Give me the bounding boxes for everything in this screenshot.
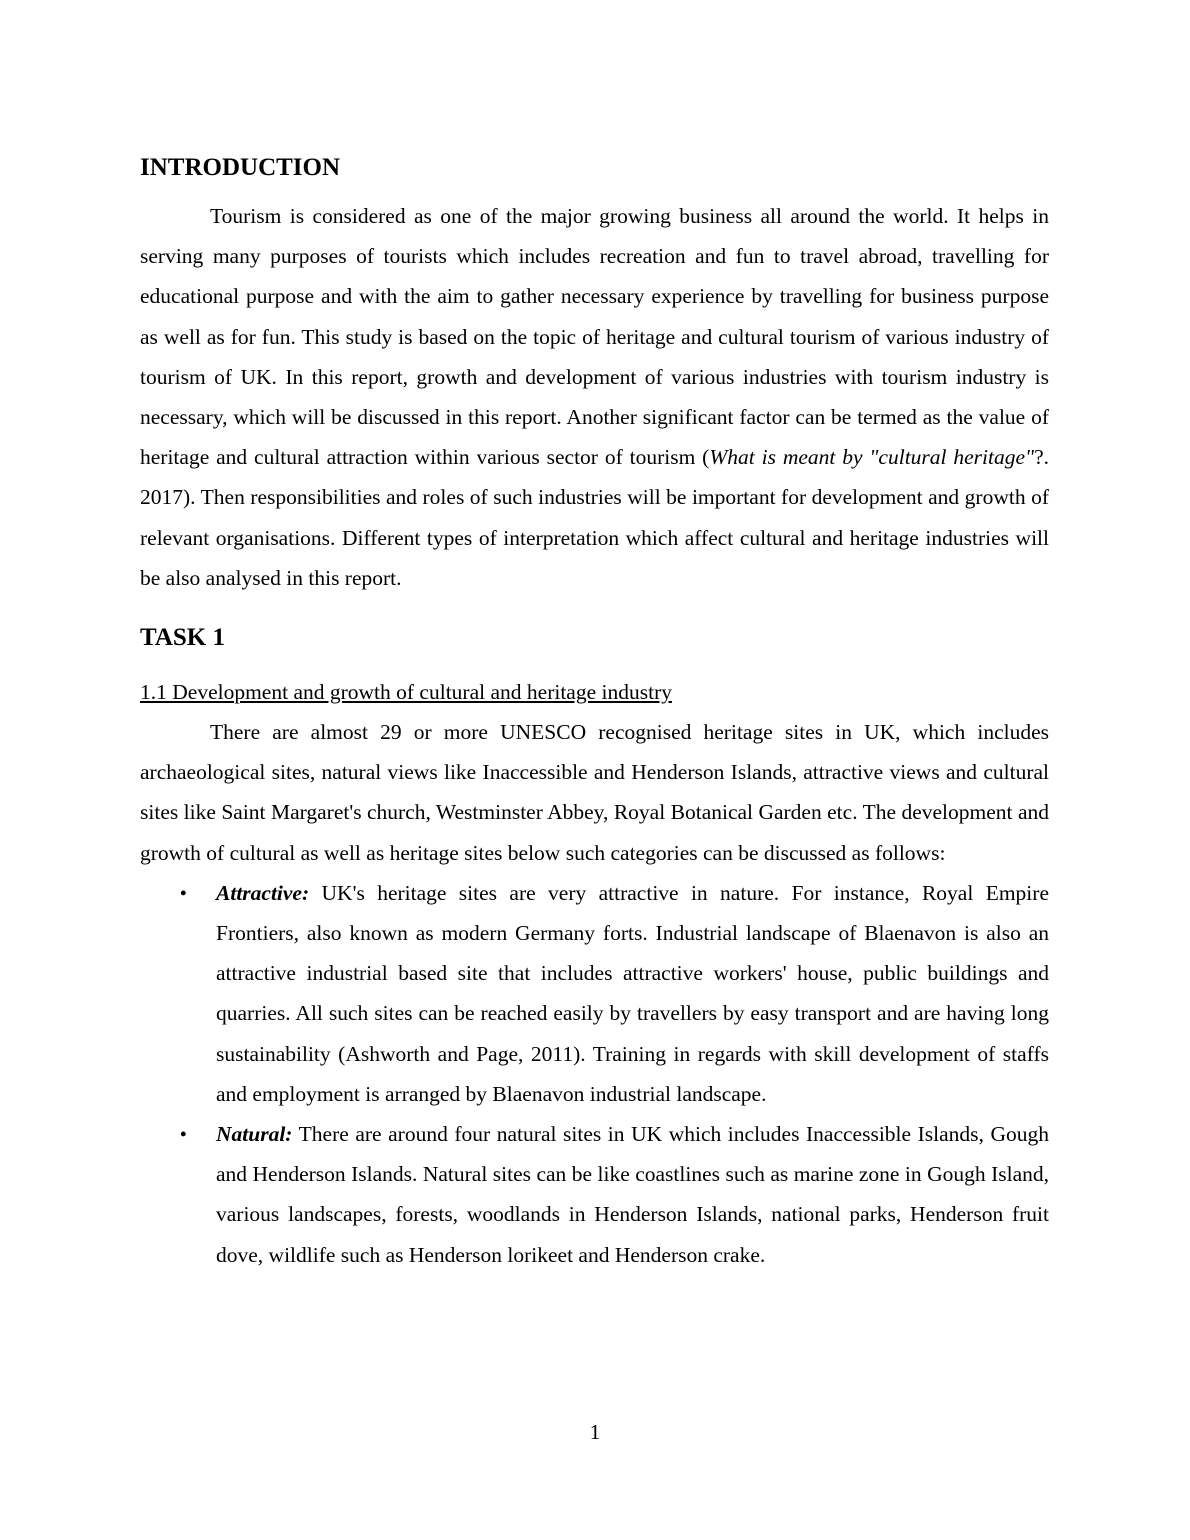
introduction-paragraph (140, 196, 1049, 598)
introduction-text-2: ?. 2017). Then responsibilities and roles of such industries will be important for development and growth of relevant organisations. Different types of interpretation which affect cultural and heritage industries will be also analysed in this report. (140, 445, 1049, 590)
bullet-icon: • (180, 882, 187, 903)
list-item (180, 1114, 1049, 1275)
task1-subheading: 1.1 Development and growth of cultural and heritage industry (140, 680, 672, 705)
introduction-heading: INTRODUCTION (140, 154, 341, 181)
introduction-text-1: Tourism is considered as one of the major growing business all around the world. It helps in serving many purposes of tourists which includes recreation and fun to travel abroad, travelling for educational purpose and with the aim to gather necessary experience by travelling for business purpose as well as for fun. This study is based on the topic of heritage and cultural tourism of various industry of tourism of UK. In this report, growth and development of various industries with tourism industry is necessary, which will be discussed in this report. Another significant factor can be termed as the value of heritage and cultural attraction within various sector of tourism ( (140, 204, 1049, 470)
bullet-term: Natural: (216, 1122, 293, 1147)
list-item (180, 873, 1049, 1114)
task1-paragraph: There are almost 29 or more UNESCO recognised heritage sites in UK, which includes archaeological sites, natural views like Inaccessible and Henderson Islands, attractive views and cultural sites like Saint Margaret's church, Westminster Abbey, Royal Botanical Garden etc. The development and growth of cultural as well as heritage sites below such categories can be discussed as follows: (140, 720, 1049, 865)
bullet-text: There are around four natural sites in UK which includes Inaccessible Islands, Gough and Henderson Islands. Natural sites can be like coastlines such as marine zone in Gough Island, various landscapes, forests, woodlands in Henderson Islands, national parks, Henderson fruit dove, wildlife such as Henderson lorikeet and Henderson crake. (216, 1122, 1049, 1267)
bullet-term: Attractive: (216, 880, 310, 905)
task1-heading: TASK 1 (140, 624, 225, 652)
bullet-text: UK's heritage sites are very attractive in nature. For instance, Royal Empire Frontiers, also known as modern Germany forts. Industrial landscape of Blaenavon is also an attractive industrial based site that includes attractive workers' house, public buildings and quarries. All such sites can be reached easily by travellers by easy transport and are having long sustainability (Ashworth and Page, 2011). Training in regards with skill development of staffs and employment is arranged by Blaenavon industrial landscape. (216, 880, 1049, 1106)
document-page (140, 152, 1049, 1275)
introduction-citation: What is meant by "cultural heritage" (709, 445, 1035, 470)
bullet-icon: • (180, 1124, 187, 1145)
page-number: 1 (589, 1420, 601, 1444)
bullet-list (140, 873, 1049, 1275)
